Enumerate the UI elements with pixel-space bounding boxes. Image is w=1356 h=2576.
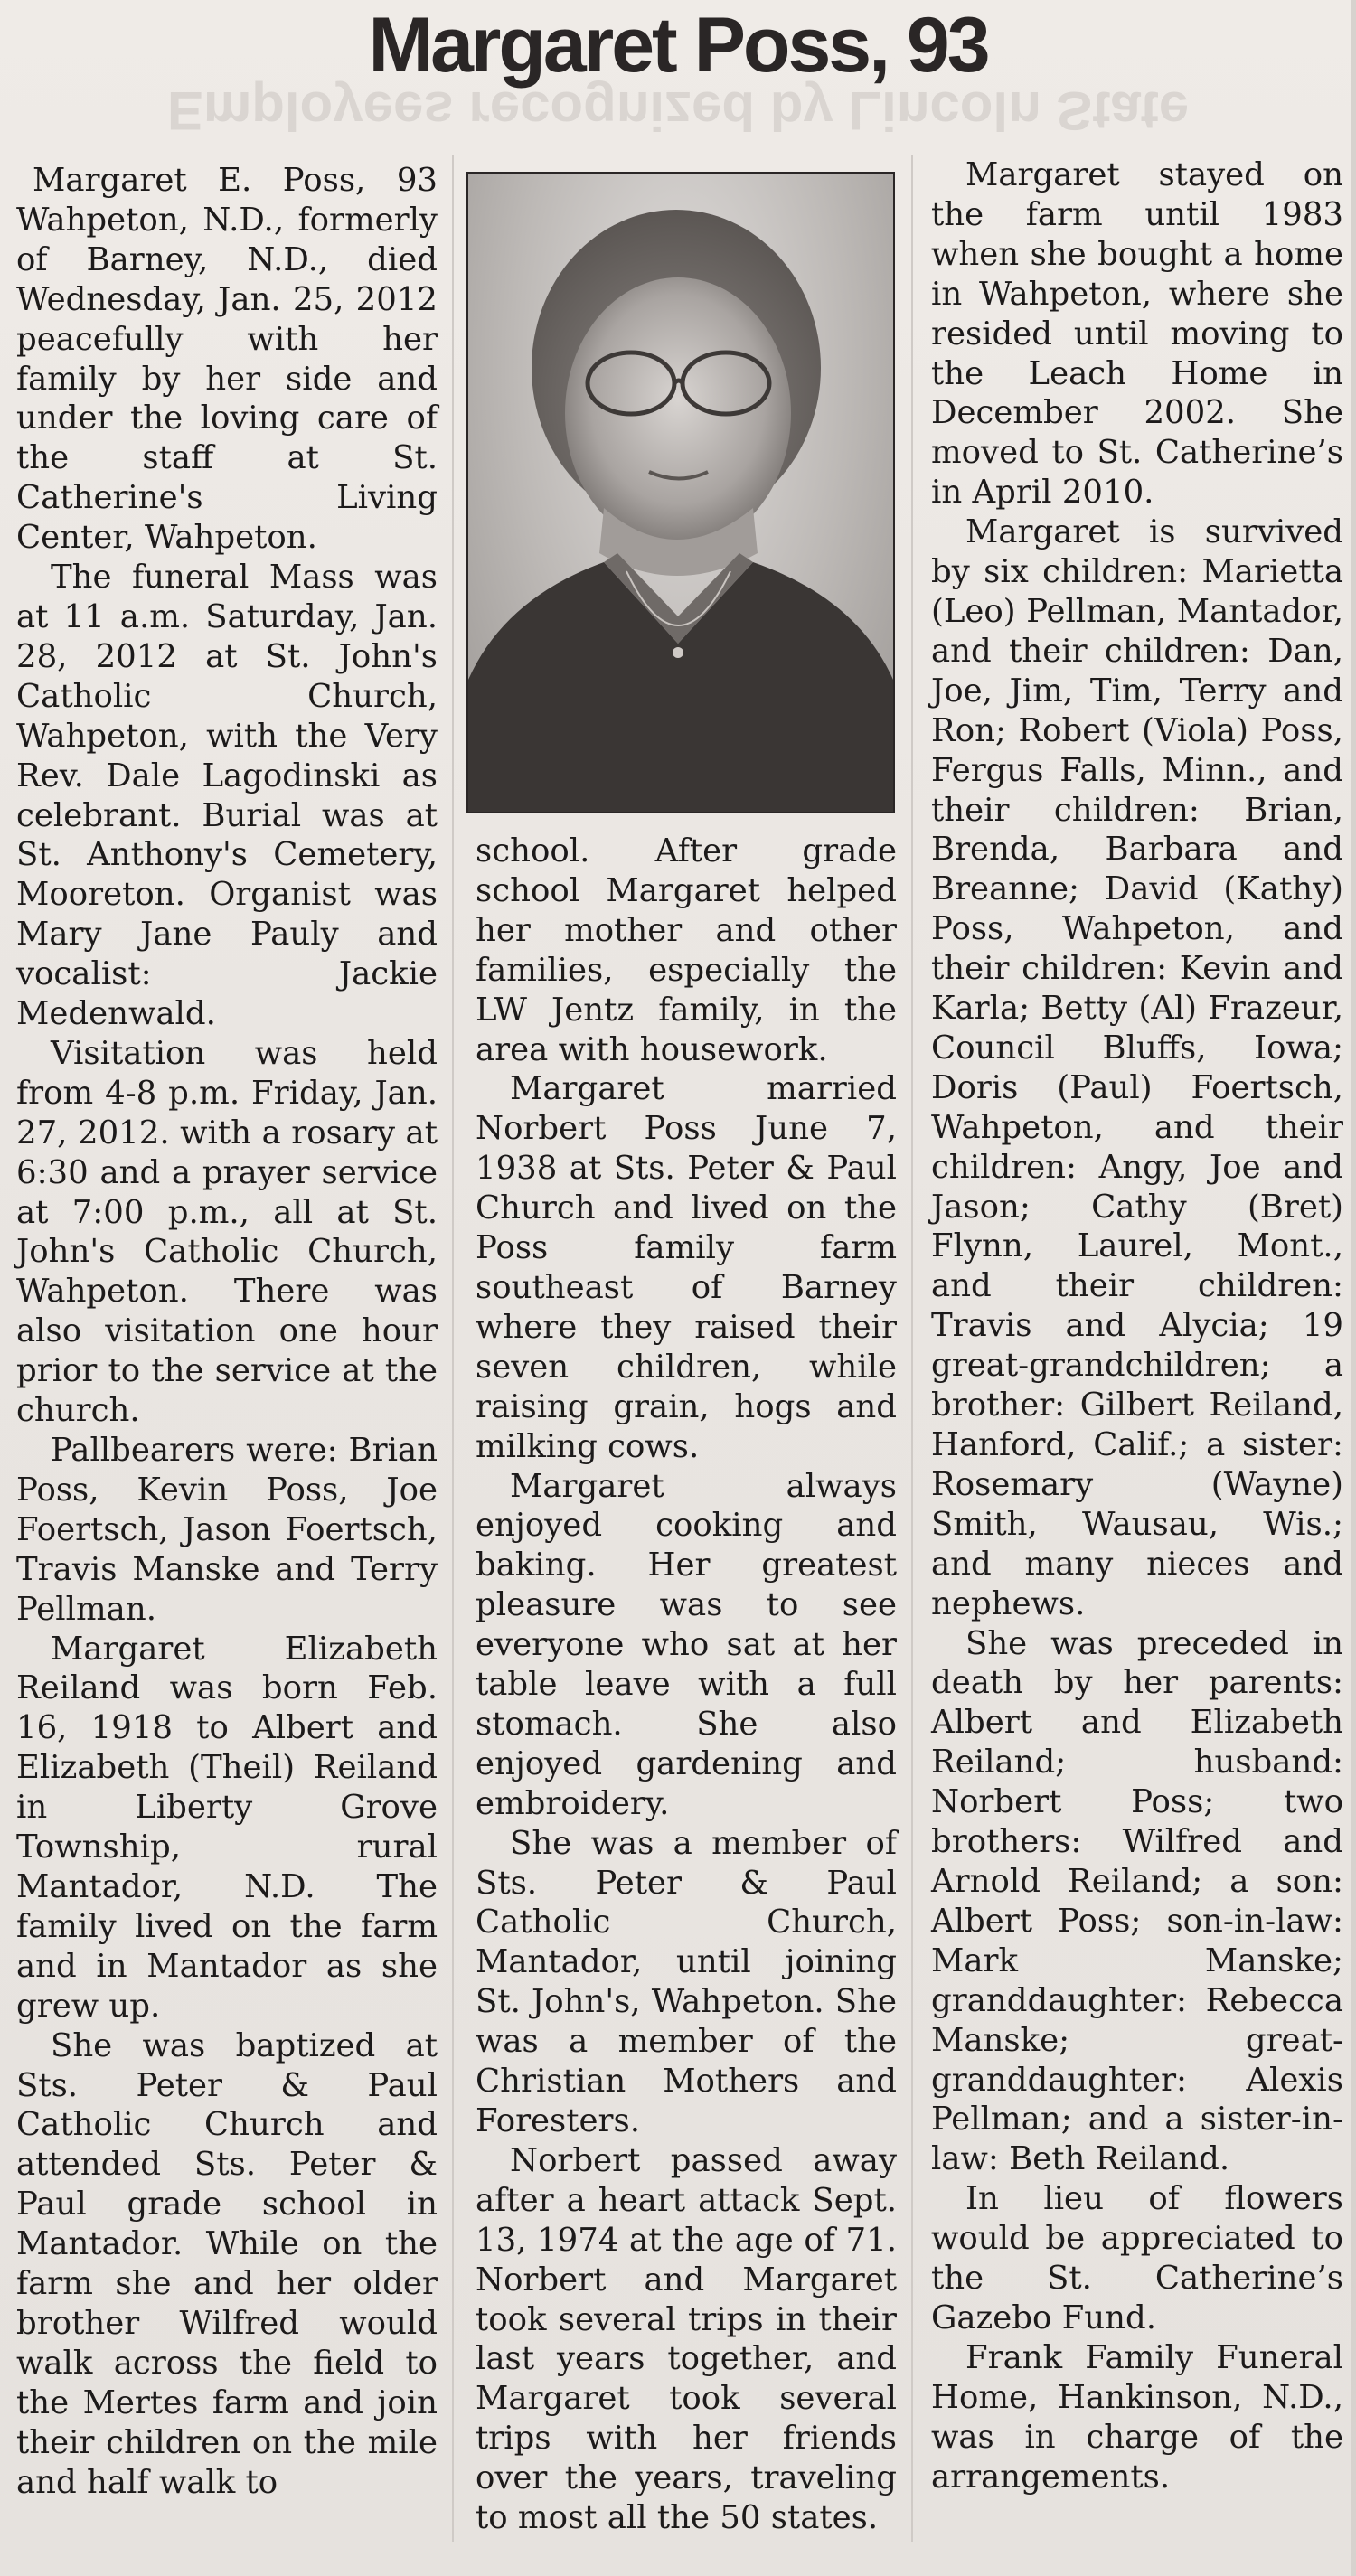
paragraph: She was preceded in death by her parents: Albert and Elizabeth Reiland; husband: Norbert Poss; two brothers: Wilfred and Arnold Reiland; a son: Albert Poss; son-in-law: Mark Manske; granddaughter: Rebecca Manske; great-granddaughter: Alexis Pellman; and a sister-in-law: Beth Reiland. xyxy=(931,1624,1343,2178)
obituary-headline: Margaret Poss, 93 xyxy=(368,2,988,89)
column-1 xyxy=(16,161,438,2502)
paragraph: She was baptized at Sts. Peter & Paul Catholic Church and attended Sts. Peter & Paul grade school in Mantador. While on the farm she and her older brother Wilfred would walk across the field to the Mertes farm and join their children on the mile and half walk to xyxy=(16,2026,438,2501)
paragraph: Norbert passed away after a heart attack Sept. 13, 1974 at the age of 71. Norbert and Margaret took several trips in their last years together, and Margaret took several trips with her friends over the years, traveling to most all the 50 states. xyxy=(476,2141,897,2537)
bleed-through-text: Employees recognized by Lincoln State xyxy=(166,80,1190,141)
column-divider xyxy=(452,155,454,2542)
paragraph: In lieu of flowers would be appreciated to the St. Catherine’s Gazebo Fund. xyxy=(931,2180,1343,2336)
paragraph: Margaret E. Poss, 93 Wahpeton, N.D., formerly of Barney, N.D., died Wednesday, Jan. 25, 2012 peacefully with her family by her side and under the loving care of the staff at St. Catherine's Living Center, Wahpeton. xyxy=(16,162,438,557)
column-2 xyxy=(476,832,897,2538)
paragraph: Frank Family Funeral Home, Hankinson, N.D., was in charge of the arrangements. xyxy=(931,2338,1343,2496)
paragraph: The funeral Mass was at 11 a.m. Saturday, Jan. 28, 2012 at St. John's Catholic Church, Wahpeton, with the Very Rev. Dale Lagodinski as celebrant. Burial was at St. Anthony's Cemetery, Mooreton. Organist was Mary Jane Pauly and vocalist: Jackie Medenwald. xyxy=(16,559,438,1033)
paragraph: school. After grade school Margaret helped her mother and other families, especially the LW Jentz family, in the area with housework. xyxy=(476,832,897,1068)
paragraph: Visitation was held from 4-8 p.m. Friday, Jan. 27, 2012. with a rosary at 6:30 and a prayer service at 7:00 p.m., all at St. John's Catholic Church, Wahpeton. There was also visitation one hour prior to the service at the church. xyxy=(16,1034,438,1430)
paragraph: Margaret married Norbert Poss June 7, 1938 at Sts. Peter & Paul Church and lived on the Poss family farm southeast of Barney where they raised their seven children, while raising grain, hogs and milking cows. xyxy=(476,1070,897,1465)
column-divider xyxy=(911,155,913,2542)
paragraph: Margaret Elizabeth Reiland was born Feb. 16, 1918 to Albert and Elizabeth (Theil) Reiland in Liberty Grove Township, rural Mantador, N.D. The family lived on the farm and in Mantador as she grew up. xyxy=(16,1630,438,2025)
scan-edge xyxy=(1351,0,1356,2576)
portrait-photo xyxy=(466,172,895,813)
portrait-illustration xyxy=(468,174,893,812)
paragraph: Margaret is survived by six children: Marietta (Leo) Pellman, Mantador, and their children: Dan, Joe, Jim, Tim, Terry and Ron; Robert (Viola) Poss, Fergus Falls, Minn., and their children: Brian, Brenda, Barbara and Breanne; David (Kathy) Poss, Wahpeton, and their children: Kevin and Karla; Betty (Al) Frazeur, Council Bluffs, Iowa; Doris (Paul) Foertsch, Wahpeton, and their children: Angy, Joe and Jason; Cathy (Bret) Flynn, Laurel, Mont., and their children: Travis and Alycia; 19 great-grandchildren; a brother: Gilbert Reiland, Hanford, Calif.; a sister: Rosemary (Wayne) Smith, Wausau, Wis.; and many nieces and nephews. xyxy=(931,513,1343,1622)
column-3 xyxy=(931,155,1343,2496)
paragraph: Pallbearers were: Brian Poss, Kevin Poss, Joe Foertsch, Jason Foertsch, Travis Manske and Terry Pellman. xyxy=(16,1432,438,1628)
paragraph: She was a member of Sts. Peter & Paul Catholic Church, Mantador, until joining St. John's, Wahpeton. She was a member of the Christian Mothers and Foresters. xyxy=(476,1824,897,2139)
paragraph: Margaret stayed on the farm until 1983 when she bought a home in Wahpeton, where she resided until moving to the Leach Home in December 2002. She moved to St. Catherine’s in April 2010. xyxy=(931,156,1343,512)
paragraph: Margaret always enjoyed cooking and baking. Her greatest pleasure was to see everyone who sat at her table leave with a full stomach. She also enjoyed gardening and embroidery. xyxy=(476,1467,897,1822)
